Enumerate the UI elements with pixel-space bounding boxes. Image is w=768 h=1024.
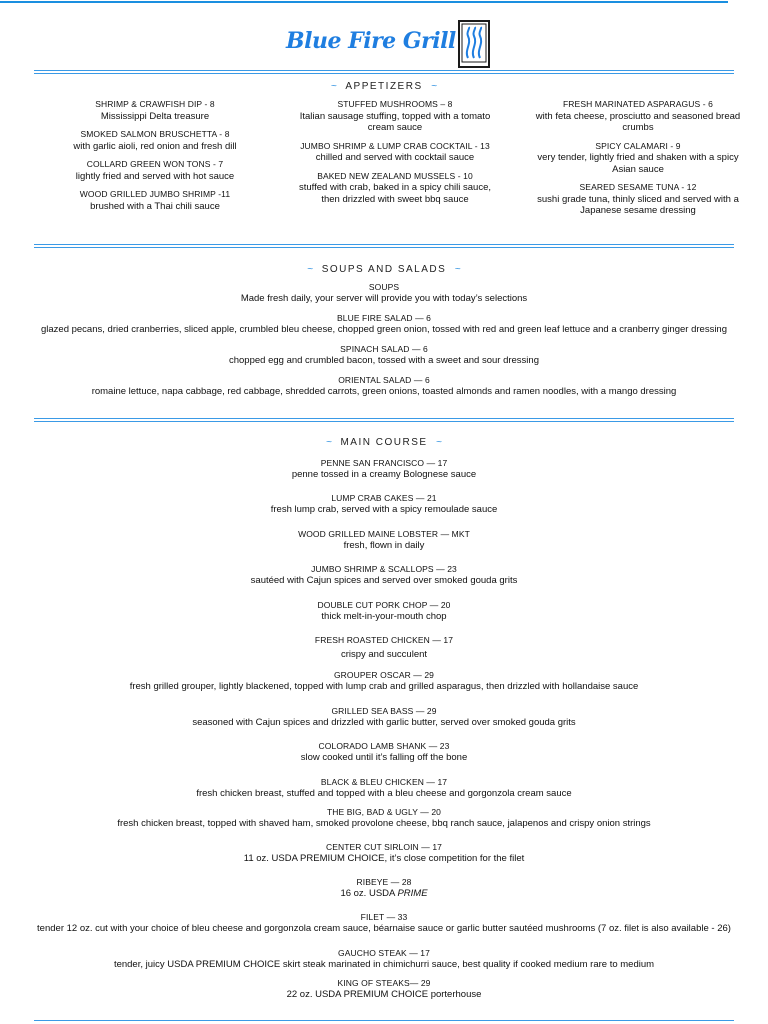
menu-item (290, 141, 500, 164)
item-description: stuffed with crab, baked in a spicy chili sauce, then drizzled with sweet bbq sauce (298, 182, 492, 205)
menu-item (0, 670, 768, 705)
menu-item (0, 912, 768, 947)
menu-item (55, 99, 255, 122)
item-description: Mississippi Delta treasure (100, 110, 210, 122)
item-description: tender 12 oz. cut with your choice of bleu cheese and gorgonzola cream sauce, béarnaise sauce or garlic butter sautéed mushrooms (7 oz. filet is also available - 26) (37, 923, 731, 935)
item-description: brushed with a Thai chili sauce (90, 200, 220, 212)
menu-item (0, 777, 768, 807)
item-description: fresh chicken breast, stuffed and topped with a bleu cheese and gorgonzola cream sauce (196, 787, 572, 799)
menu-item (0, 635, 768, 670)
item-name: COLORADO LAMB SHANK — 23 (318, 741, 450, 752)
menu-item (0, 564, 768, 599)
item-name: BLACK & BLEU CHICKEN — 17 (320, 776, 448, 787)
item-description: fresh grilled grouper, lightly blackened, topped with lump crab and grilled asparagus, then drizzled with hollandaise sauce (129, 681, 639, 693)
item-name: WOOD GRILLED MAINE LOBSTER — MKT (298, 528, 470, 539)
item-name: FILET — 33 (360, 912, 408, 923)
item-description: fresh lump crab, served with a spicy remoulade sauce (270, 504, 498, 516)
section-divider (34, 70, 734, 74)
item-name: COLLARD GREEN WON TONS - 7 (86, 159, 224, 169)
menu-item (0, 978, 768, 1008)
item-name: PENNE SAN FRANCISCO — 17 (320, 458, 448, 468)
item-name: WOOD GRILLED JUMBO SHRIMP -11 (79, 189, 231, 199)
menu-item (0, 807, 768, 842)
menu-item (0, 741, 768, 776)
section-divider (34, 1020, 734, 1021)
menu-item (0, 877, 768, 912)
item-description: fresh chicken breast, topped with shaved ham, smoked provolone cheese, bbq ranch sauce, jalapenos and crispy onion strings (117, 817, 651, 829)
item-description: fresh, flown in daily (343, 539, 425, 551)
item-name: SPINACH SALAD — 6 (340, 344, 428, 354)
item-description: Italian sausage stuffing, topped with a tomato cream sauce (299, 110, 491, 133)
menu-item (528, 182, 748, 217)
item-description: Made fresh daily, your server will provide you with today’s selections (240, 293, 528, 304)
soups-salads-heading: ~ SOUPS AND SALADS ~ (307, 264, 461, 275)
item-name: FRESH ROASTED CHICKEN — 17 (314, 634, 454, 645)
item-name: KING OF STEAKS— 29 (337, 977, 431, 988)
soups-salads-list (0, 282, 768, 406)
item-description: romaine lettuce, napa cabbage, red cabbage, shredded carrots, green onions, toasted almonds and ramen noodles, with a mango dressing (91, 386, 677, 397)
item-name: SOUPS (368, 282, 400, 292)
item-name: GRILLED SEA BASS — 29 (331, 705, 437, 716)
item-name: ORIENTAL SALAD — 6 (338, 375, 430, 385)
menu-item (0, 842, 768, 872)
item-description: with garlic aioli, red onion and fresh dill (73, 140, 237, 152)
item-name: GROUPER OSCAR — 29 (333, 670, 435, 681)
appetizers-column-1 (55, 99, 255, 219)
menu-item (0, 344, 768, 367)
menu-item (528, 141, 748, 176)
item-name: FRESH MARINATED ASPARAGUS - 6 (563, 99, 713, 109)
menu-item (55, 159, 255, 182)
item-description-text: 16 oz. USDA (340, 887, 395, 899)
appetizers-column-2 (290, 99, 500, 212)
item-description: crispy and succulent (340, 648, 428, 660)
menu-item (0, 493, 768, 528)
item-name: SHRIMP & CRAWFISH DIP - 8 (95, 99, 215, 109)
menu-item (290, 171, 500, 206)
menu-item (0, 375, 768, 398)
item-description: penne tossed in a creamy Bolognese sauce (291, 469, 477, 480)
appetizers-heading: ~ APPETIZERS ~ (330, 81, 438, 92)
item-name: JUMBO SHRIMP & SCALLOPS — 23 (311, 564, 457, 575)
prime-grade-text: PRIME (397, 887, 428, 899)
item-name: SMOKED SALMON BRUSCHETTA - 8 (80, 129, 230, 139)
item-name: GAUCHO STEAK — 17 (338, 947, 430, 958)
item-description: 22 oz. USDA PREMIUM CHOICE porterhouse (286, 988, 482, 1000)
menu-item (0, 706, 768, 741)
item-name: BLUE FIRE SALAD — 6 (336, 313, 431, 323)
item-description: sautéed with Cajun spices and served over smoked gouda grits (250, 575, 518, 587)
item-description: chopped egg and crumbled bacon, tossed with a sweet and sour dressing (228, 355, 539, 366)
menu-item (0, 282, 768, 305)
item-description: sushi grade tuna, thinly sliced and served with a Japanese sesame dressing (537, 193, 739, 216)
item-description: chilled and served with cocktail sauce (315, 152, 475, 163)
item-description (0, 888, 768, 900)
item-description: lightly fried and served with hot sauce (75, 170, 235, 182)
menu-item (0, 948, 768, 978)
item-name: CENTER CUT SIRLOIN — 17 (326, 841, 442, 852)
menu-item (0, 313, 768, 336)
flame-logo-icon (458, 20, 490, 68)
menu-item (55, 129, 255, 152)
header (0, 20, 768, 70)
menu-item (528, 99, 748, 134)
menu-item (0, 529, 768, 564)
item-description: seasoned with Cajun spices and drizzled with garlic butter, served over smoked gouda grits (192, 716, 576, 728)
item-description: thick melt-in-your-mouth chop (321, 610, 447, 622)
section-divider (34, 418, 734, 422)
menu-item (55, 189, 255, 212)
top-rule (0, 1, 728, 3)
item-name: SEARED SESAME TUNA - 12 (579, 182, 697, 192)
item-name: STUFFED MUSHROOMS – 8 (337, 99, 453, 109)
logo-wordmark: Blue Fire Grill (286, 28, 456, 54)
menu-item (0, 600, 768, 635)
item-description: tender, juicy USDA PREMIUM CHOICE skirt steak marinated in chimichurri sauce, best quality if cooked medium rare to medium (113, 958, 655, 970)
item-name: THE BIG, BAD & UGLY — 20 (326, 806, 442, 817)
item-name: BAKED NEW ZEALAND MUSSELS - 10 (317, 170, 473, 181)
item-name: LUMP CRAB CAKES — 21 (331, 493, 437, 504)
item-name: SPICY CALAMARI - 9 (595, 140, 681, 151)
section-divider (34, 244, 734, 248)
item-description: 11 oz. USDA PREMIUM CHOICE, it’s close competition for the filet (243, 852, 525, 864)
item-name: DOUBLE CUT PORK CHOP — 20 (317, 599, 451, 610)
item-description: with feta cheese, prosciutto and seasoned bread crumbs (535, 110, 741, 133)
main-course-heading: ~ MAIN COURSE ~ (326, 437, 442, 448)
item-description: slow cooked until it’s falling off the bone (300, 752, 468, 764)
item-description: glazed pecans, dried cranberries, sliced apple, crumbled bleu cheese, chopped green onion, tossed with red and green leaf lettuce and a cranberry ginger dressing (40, 324, 727, 335)
appetizers-column-3 (528, 99, 748, 224)
item-name: JUMBO SHRIMP & LUMP CRAB COCKTAIL - 13 (300, 140, 490, 151)
item-name: RIBEYE — 28 (356, 876, 412, 887)
main-course-list (0, 458, 768, 1008)
menu-item (290, 99, 500, 134)
item-description: very tender, lightly fried and shaken with a spicy Asian sauce (537, 152, 739, 175)
menu-item (0, 458, 768, 493)
